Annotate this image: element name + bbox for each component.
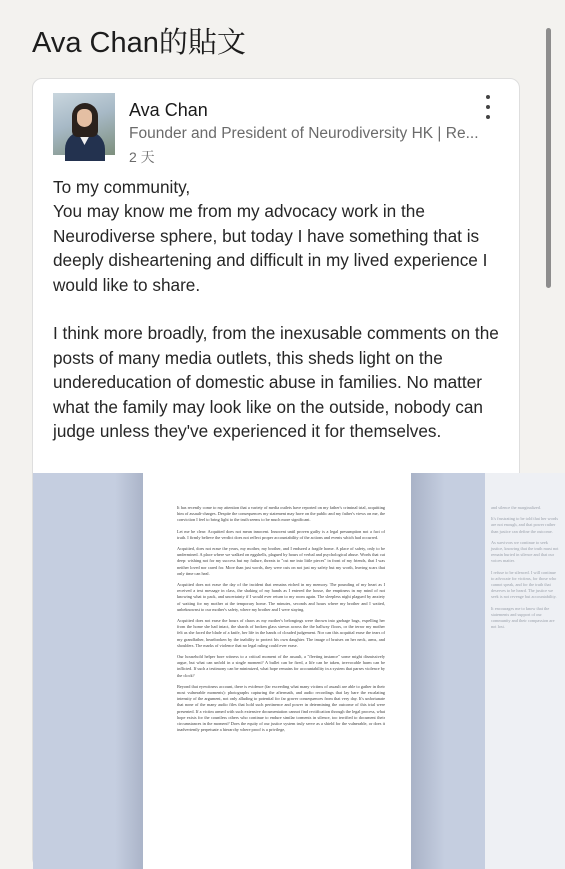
author-name[interactable]: Ava Chan (129, 100, 208, 120)
author-headline: Founder and President of Neurodiversity HK | Re... (129, 125, 479, 142)
more-options-icon[interactable] (481, 95, 495, 119)
paragraph-gap (53, 297, 508, 321)
document-paragraph: It's frustrating to be told that her words are not enough, and that power rather than justice can define the outcome. (491, 516, 559, 534)
document-paragraph: Our household helper bore witness to a critical moment of the assault, a "fleeting instance" some might dismissively argue, but what can unfold in a single moment? A bullet can be fired, a life can be taken, irrevocable harm can be inflicted. If such a testimony can be minimized, what hope remains for accountability in a system that parses violence by the clock? (177, 654, 385, 678)
post-greeting: To my community, (53, 177, 191, 197)
post-paragraph: You may know me from my advocacy work in the Neurodiverse sphere, but today I have something that is deeply disheartening and difficult in my lived experience I would like to share. (53, 201, 488, 295)
document-paragraph: Let me be clear: Acquitted does not mean innocent. Innocent until proven guilty is a legal presumption not a fact of truth. I firmly believe the verdict does not reflect proper accountability of the actions and events which had occurred. (177, 528, 385, 540)
document-paragraph: It has recently come to my attention that a variety of media outlets have reported on my father's criminal trial, acquitting him of assault-charges. Despite the consequences my statement may have on the public and my father's views on me, the conviction I feel to bring light to the truth seems to be much more significant. (177, 505, 385, 523)
document-paragraph: I refuse to be silenced. I will continue to advocate for victims, for those who cannot speak, and for the truth that deserves to be heard. The justice we seek is not revenge but accountability. (491, 569, 557, 600)
scrollbar[interactable] (546, 28, 551, 288)
document-next-page[interactable] (485, 473, 565, 869)
post-paragraph: I think more broadly, from the inexusable comments on the posts of many media outlets, this sheds light on the undereducation of domestic abuse in families. No matter what the family may look like on the outside, nobody can judge unless they've experienced it for themselves. (53, 323, 499, 442)
document-paragraph: Acquitted, does not erase the years, my mother, my brother, and I endured a fragile home. A place of safety, only to be undermined. A place where we walked on eggshells, plagued by hours of verbal and psychological abuse. Words that cut deep: wishing not for my success but my failure, threats to "cut me into little pieces" in front of my friends, that I was neither loved nor cared for. More than just words, they were cuts on not just my safety but my worth, leaving scars that only time can heal. (177, 546, 385, 576)
document-paragraph: It encourages me to know that the statements and support of our community and their compassion are not lost. (491, 605, 555, 630)
document-paragraph: As survivors we continue to seek justice, knowing that the truth must not remain buried in silence and that our voices matter. (491, 539, 559, 564)
page-title: Ava Chan的貼文 (32, 27, 246, 59)
document-paragraph: Acquitted does not erase the day of the incident that remains etched in my memory. The pounding of my heart as I received a text message in class, the shaking of my hands as I entered the house, the emptiness in my mind of not knowing what to pack, and uncertainty if I would ever return to my room again. The sleepless night plagued by anxiety of waiting for my mother at the temporary home. The minutes, seconds and hours where my brother and I waited, unbeknownst to our mother's safety, where my brother and I were staying. (177, 582, 385, 612)
post-timestamp: 2 天 (129, 149, 155, 165)
document-paragraph: Acquitted does not erase the hours of chaos as my mother's belongings were thrown into garbage bags, expelling her from the home she had intact, the shards of broken glass strewn across the the hallway floors, or the terror my mother felt as she faced the blade of a knife, her life in the hands of clouded judgement. Nor can this acquittal erase the tears of my grandfather, heartbroken by the inability to protect his own daughter. The image of bruises on her neck, arms, and shoulders. The marks of violence that no legal ruling could ever erase. (177, 618, 385, 648)
document-carousel[interactable] (33, 473, 559, 869)
post-card (32, 78, 559, 868)
author-avatar[interactable] (53, 93, 115, 155)
document-paragraph: Beyond that eyewitness account, there is evidence (far exceeding what many victims of assault are able to gather in their most vulnerable moments): photographs capturing the aftermath, and audio recordings that lay bare the escalating intensity of the argument, not only alluding to potential for far graver consequences from that very day. It's unfortunate that none of the many audio files that hold such pertinence and power in determining the outcome of this trial were presented. If a victim armed with such extensive documentation cannot find rectification through the legal process, what hope exists for the countless others who continue to endure similar torments in silence, too terrified to document their circumstances in the moment? Does the equity of our justice system truly serve as a shield for the vulnerable, or does it inadvertently perpetuate a hierarchy where proof is a privilege, (177, 683, 385, 733)
document-paragraph: and silence the marginalized. (491, 505, 542, 510)
document-page[interactable] (143, 473, 411, 869)
post-text (53, 175, 508, 443)
